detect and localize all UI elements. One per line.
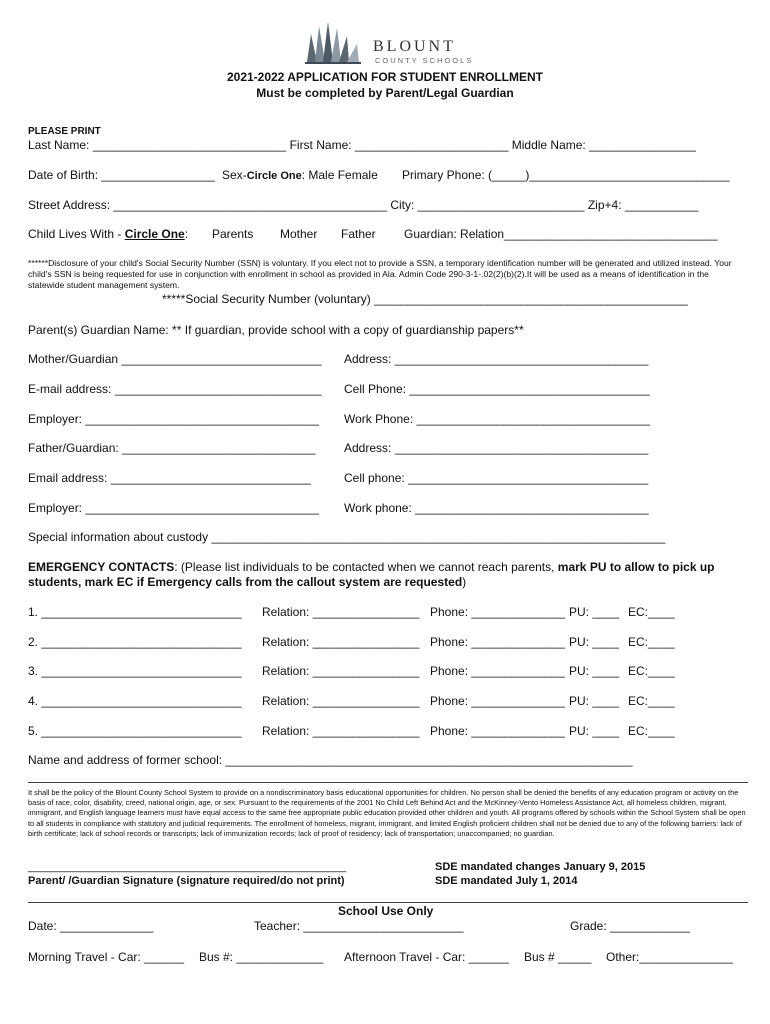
sex-options[interactable]: : Male Female [301, 168, 378, 182]
date-of-birth-field[interactable]: Date of Birth: _________________ [28, 168, 215, 182]
policy-divider [28, 782, 748, 783]
contact-name-field[interactable]: 2. ______________________________ [28, 635, 242, 649]
option-guardian-relation[interactable]: Guardian: Relation________________________________ [404, 227, 718, 241]
child-lives-with-label [28, 227, 188, 241]
afternoon-travel-field[interactable]: Afternoon Travel - Car: ______ [344, 950, 509, 964]
school-use-title: School Use Only [338, 904, 434, 918]
district-logo [303, 22, 473, 66]
form-subtitle: Must be completed by Parent/Legal Guardian [256, 86, 514, 100]
contact-phone-field[interactable]: Phone: ______________ [430, 605, 565, 619]
contact-pu-field[interactable]: PU: ____ [569, 664, 620, 678]
contact-pu-field[interactable]: PU: ____ [569, 635, 620, 649]
custody-info-field[interactable]: Special information about custody ____________________________________________________________________ [28, 530, 666, 544]
father-cell-field[interactable]: Cell phone: ____________________________________ [344, 471, 649, 485]
contact-ec-field[interactable]: EC:____ [628, 664, 675, 678]
contact-ec-field[interactable]: EC:____ [628, 724, 675, 738]
other-travel-field[interactable]: Other:______________ [606, 950, 733, 964]
father-guardian-field[interactable]: Father/Guardian: _____________________________ [28, 441, 316, 455]
option-mother[interactable]: Mother [280, 227, 318, 241]
contact-pu-field[interactable]: PU: ____ [569, 694, 620, 708]
mother-work-phone-field[interactable]: Work Phone: ___________________________________ [344, 412, 651, 426]
mother-cell-field[interactable]: Cell Phone: ____________________________________ [344, 382, 650, 396]
address-fields[interactable]: Street Address: _________________________________________ City: _________________________ Zip+4: ___________ [28, 198, 699, 212]
afternoon-bus-field[interactable]: Bus # _____ [524, 950, 592, 964]
emergency-contacts-heading [28, 560, 740, 590]
contact-phone-field[interactable]: Phone: ______________ [430, 724, 565, 738]
father-employer-field[interactable]: Employer: ___________________________________ [28, 501, 319, 515]
logo-subtitle: COUNTY SCHOOLS [375, 56, 474, 65]
form-title: 2021-2022 APPLICATION FOR STUDENT ENROLLMENT [226, 70, 544, 84]
circle-one-label: Circle One [246, 170, 302, 182]
sde-note-2: SDE mandated July 1, 2014 [435, 875, 578, 887]
lives-with-colon: : [184, 227, 189, 241]
nondiscrimination-policy: It shall be the policy of the Blount County School System to provide on a nondiscriminatory basis educational opportunities for children. No person shall be denied the benefits of any education program or activity on the basis of race, color, disability, creed, national origin, age, or sex. Pursuant to the requirements of the 2001 No Child Left Behind Act and the McKinney-Vento Homeless Assistance Act, all homeless children, migrant, immigrant, and English language learners must have equal access to the same free appropriate public education provided other children and youth. All programs offered by schools within the School System shall be open to all students in compliance with statutory and judicial requirements. The enrollment of homeless, migrant, immigrant, and limited English proficient children shall not be denied due to any of the following barriers: lack of birth certificate; lack of school records or transcripts; lack of immunization records; lack of proof of residency; lack of transportation; unaccompanied; no guardian. [28, 788, 746, 838]
contact-relation-field[interactable]: Relation: ________________ [262, 605, 420, 619]
please-print-label: PLEASE PRINT [28, 126, 101, 137]
former-school-field[interactable]: Name and address of former school: _____________________________________________________________ [28, 753, 633, 767]
teacher-field[interactable]: Teacher: ________________________ [254, 919, 464, 933]
lives-with-text: Child Lives With - [28, 227, 125, 241]
school-use-divider [28, 902, 748, 903]
father-email-field[interactable]: Email address: ______________________________ [28, 471, 311, 485]
contact-phone-field[interactable]: Phone: ______________ [430, 635, 565, 649]
contact-name-field[interactable]: 4. ______________________________ [28, 694, 242, 708]
contact-ec-field[interactable]: EC:____ [628, 694, 675, 708]
morning-travel-field[interactable]: Morning Travel - Car: ______ [28, 950, 185, 964]
contact-relation-field[interactable]: Relation: ________________ [262, 664, 420, 678]
mother-email-field[interactable]: E-mail address: _______________________________ [28, 382, 322, 396]
father-address-field[interactable]: Address: ______________________________________ [344, 441, 649, 455]
mother-employer-field[interactable]: Employer: ___________________________________ [28, 412, 319, 426]
contact-name-field[interactable]: 5. ______________________________ [28, 724, 242, 738]
sex-label: Sex- [222, 168, 247, 182]
grade-field[interactable]: Grade: ____________ [570, 919, 691, 933]
mother-address-field[interactable]: Address: ______________________________________ [344, 352, 649, 366]
contact-phone-field[interactable]: Phone: ______________ [430, 694, 565, 708]
contact-name-field[interactable]: 1. ______________________________ [28, 605, 242, 619]
book-logo-icon [303, 22, 365, 66]
contact-relation-field[interactable]: Relation: ________________ [262, 694, 420, 708]
contact-ec-field[interactable]: EC:____ [628, 605, 675, 619]
logo-name: BLOUNT [373, 38, 456, 55]
contact-name-field[interactable]: 3. ______________________________ [28, 664, 242, 678]
sde-note-1: SDE mandated changes January 9, 2015 [435, 861, 646, 873]
school-date-field[interactable]: Date: ______________ [28, 919, 154, 933]
name-fields[interactable]: Last Name: _____________________________ First Name: _______________________ Middle Name: ________________ [28, 138, 696, 152]
ssn-field[interactable]: *****Social Security Number (voluntary) _______________________________________________ [162, 292, 688, 306]
contact-relation-field[interactable]: Relation: ________________ [262, 724, 420, 738]
emergency-label: EMERGENCY CONTACTS [28, 560, 175, 574]
contact-ec-field[interactable]: EC:____ [628, 635, 675, 649]
sex-field[interactable] [222, 168, 378, 182]
signature-label: Parent/ /Guardian Signature (signature required/do not print) [28, 875, 345, 887]
mother-guardian-field[interactable]: Mother/Guardian ______________________________ [28, 352, 322, 366]
contact-pu-field[interactable]: PU: ____ [569, 724, 620, 738]
contact-phone-field[interactable]: Phone: ______________ [430, 664, 565, 678]
option-father[interactable]: Father [341, 227, 376, 241]
emergency-bold-2: up students, mark EC if Emergency calls from the callout system are requested [28, 560, 715, 589]
primary-phone-field[interactable]: Primary Phone: (_____)______________________________ [402, 168, 730, 182]
contact-relation-field[interactable]: Relation: ________________ [262, 635, 420, 649]
morning-bus-field[interactable]: Bus #: _____________ [199, 950, 324, 964]
emergency-text: : (Please list individuals to be contacted when we cannot reach parents, [174, 560, 558, 574]
emergency-end: ) [462, 575, 467, 589]
contact-pu-field[interactable]: PU: ____ [569, 605, 620, 619]
signature-line[interactable]: ____________________________________________________ [28, 861, 347, 873]
ssn-disclosure-note: ******Disclosure of your child's Social Security Number (SSN) is voluntary. If you elect not to provide a SSN, a temporary identification number will be generated and utilized instead. Your child's SSN is being requested for use in conjunction with enrollment in school as provided in Ala. Admin Code 290-3-1-.02(2)(b)(2).It will be used as a means of identification in the statewide student management system. [28, 258, 732, 290]
emergency-bold-1: mark PU to allow to pick [557, 560, 697, 574]
option-parents[interactable]: Parents [212, 227, 254, 241]
guardian-heading: Parent(s) Guardian Name: ** If guardian, provide school with a copy of guardianship papers** [28, 323, 524, 337]
lives-with-circle-one: Circle One [124, 227, 185, 241]
father-work-phone-field[interactable]: Work phone: ___________________________________ [344, 501, 649, 515]
